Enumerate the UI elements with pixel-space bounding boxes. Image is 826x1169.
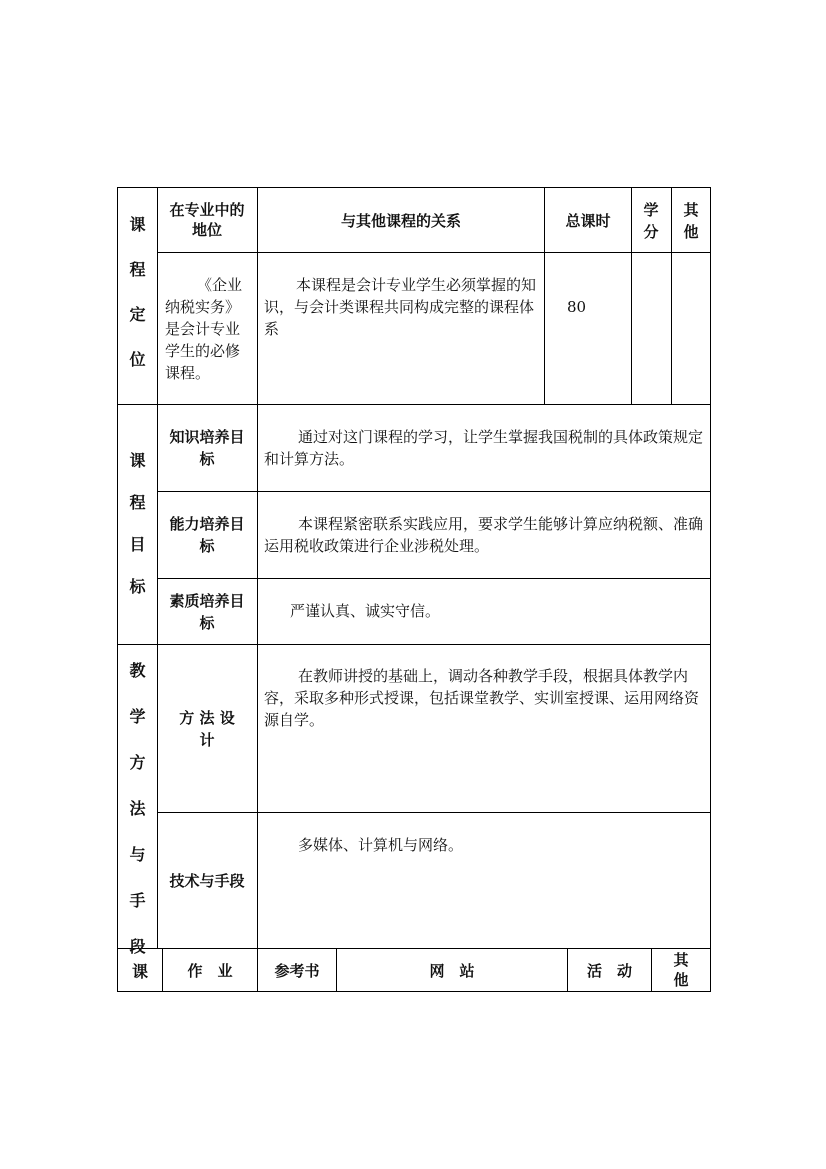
- goal-label-quality: 素质培养目标: [169, 591, 245, 632]
- label-char: 段: [129, 937, 146, 956]
- label-char: 与: [129, 845, 146, 864]
- status-text: 《企业纳税实务》是会计专业学生的必修课程。: [165, 276, 243, 382]
- goal-text-ability: 本课程紧密联系实践应用，要求学生能够计算应纳税额、准确运用税收政策进行企业涉税处理。: [264, 515, 704, 555]
- label-char: 学: [129, 707, 146, 726]
- header-relation: 与其他课程的关系: [340, 211, 461, 230]
- label-char: 方: [129, 753, 146, 772]
- relation-text: 本课程是会计专业学生必须掌握的知识，与会计类课程共同构成完整的课程体系: [264, 276, 537, 338]
- label-char: 手: [129, 891, 146, 910]
- section-label-goals: [118, 448, 157, 597]
- bottom-cell-website: 网 站: [429, 961, 475, 980]
- bottom-cell-homework: 作 业: [187, 961, 233, 980]
- bottom-cell-reference: 参考书: [274, 961, 320, 980]
- label-char: 法: [129, 799, 146, 818]
- label-char: 定: [129, 305, 146, 324]
- section-label-positioning: [118, 212, 157, 370]
- label-char: 程: [129, 260, 146, 279]
- goal-text-knowledge: 通过对这门课程的学习，让学生掌握我国税制的具体政策规定和计算方法。: [264, 428, 704, 468]
- label-char: 教: [129, 661, 146, 680]
- method-text-design: 在教师讲授的基础上，调动各种教学手段，根据具体教学内容，采取多种形式授课，包括课堂教学、实训室授课、运用网络资源自学。: [264, 667, 700, 729]
- bottom-cell-activity: 活 动: [586, 961, 632, 980]
- header-status: 在专业中的地位: [169, 201, 245, 239]
- bottom-cell-course: 课: [131, 961, 148, 981]
- label-char: 程: [129, 493, 146, 512]
- section-label-methods: [118, 658, 157, 957]
- hours-value: 80: [567, 298, 587, 316]
- goal-text-quality: 严谨认真、诚实守信。: [290, 602, 441, 620]
- label-char: 位: [129, 350, 146, 369]
- header-hours: 总课时: [565, 211, 611, 230]
- method-label-tech: 技术与手段: [169, 872, 245, 890]
- label-char: 课: [129, 215, 146, 234]
- goal-label-knowledge: 知识培养目标: [169, 428, 245, 468]
- bottom-cell-other: 其他: [673, 951, 689, 989]
- header-credit: 学分: [643, 201, 659, 241]
- label-char: 目: [129, 535, 146, 554]
- label-char: 标: [129, 577, 146, 596]
- goal-label-ability: 能力培养目标: [169, 515, 245, 555]
- label-char: 课: [129, 451, 146, 470]
- method-label-design: 方 法 设 计: [179, 708, 235, 749]
- header-other: 其他: [683, 201, 699, 241]
- method-text-tech: 多媒体、计算机与网络。: [298, 836, 464, 854]
